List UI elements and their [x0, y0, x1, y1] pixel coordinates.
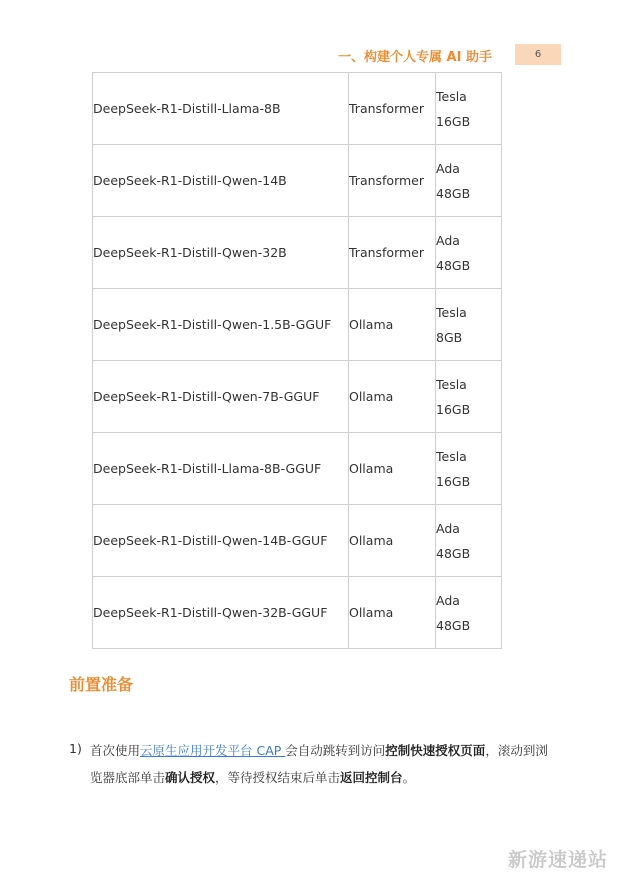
framework-cell: Ollama — [349, 577, 436, 649]
gpu-cell — [436, 577, 502, 649]
gpu-cell — [436, 217, 502, 289]
table-row — [93, 145, 502, 217]
gpu-memory: 16GB — [436, 113, 471, 129]
framework-cell: Ollama — [349, 361, 436, 433]
gpu-type: Tesla — [436, 376, 467, 392]
gpu-memory: 16GB — [436, 401, 471, 417]
step-text-3: ，滚动到浏览器底部单击 — [90, 743, 548, 785]
gpu-type: Tesla — [436, 88, 467, 104]
model-name-cell: DeepSeek-R1-Distill-Qwen-14B-GGUF — [93, 505, 349, 577]
gpu-cell — [436, 433, 502, 505]
model-name-cell: DeepSeek-R1-Distill-Qwen-32B-GGUF — [93, 577, 349, 649]
framework-cell: Transformer — [349, 145, 436, 217]
gpu-memory: 48GB — [436, 545, 471, 561]
table-row — [93, 433, 502, 505]
step-bold-2: 确认授权 — [165, 770, 216, 785]
cap-platform-link[interactable]: 云原生应用开发平台 CAP — [140, 743, 286, 758]
table-row — [93, 73, 502, 145]
table-row — [93, 289, 502, 361]
page-header-title: 一、构建个人专属 AI 助手 — [338, 50, 492, 65]
gpu-type: Ada — [436, 520, 460, 536]
gpu-cell — [436, 361, 502, 433]
gpu-memory: 48GB — [436, 617, 471, 633]
framework-cell: Transformer — [349, 73, 436, 145]
model-name-cell: DeepSeek-R1-Distill-Qwen-7B-GGUF — [93, 361, 349, 433]
model-table — [92, 72, 502, 649]
step-text-1: 首次使用 — [90, 743, 141, 758]
gpu-type: Ada — [436, 232, 460, 248]
gpu-memory: 48GB — [436, 185, 471, 201]
step-text-5: 。 — [402, 770, 416, 785]
framework-cell: Transformer — [349, 217, 436, 289]
step-paragraph — [90, 737, 560, 791]
step-bold-1: 控制快速授权页面 — [385, 743, 486, 758]
model-name-cell: DeepSeek-R1-Distill-Llama-8B — [93, 73, 349, 145]
step-bold-3: 返回控制台 — [340, 770, 403, 785]
gpu-type: Ada — [436, 592, 460, 608]
table-row — [93, 217, 502, 289]
gpu-memory: 16GB — [436, 473, 471, 489]
gpu-cell — [436, 145, 502, 217]
step-text-4: ，等待授权结束后单击 — [215, 770, 341, 785]
list-number: 1) — [69, 741, 82, 756]
gpu-type: Ada — [436, 160, 460, 176]
page-number-badge: 6 — [515, 44, 561, 65]
framework-cell: Ollama — [349, 505, 436, 577]
gpu-memory: 8GB — [436, 329, 463, 345]
model-name-cell: DeepSeek-R1-Distill-Qwen-1.5B-GGUF — [93, 289, 349, 361]
framework-cell: Ollama — [349, 289, 436, 361]
gpu-memory: 48GB — [436, 257, 471, 273]
table-row — [93, 577, 502, 649]
model-name-cell: DeepSeek-R1-Distill-Llama-8B-GGUF — [93, 433, 349, 505]
gpu-cell — [436, 289, 502, 361]
gpu-cell — [436, 73, 502, 145]
watermark: 新游速递站 — [508, 849, 609, 871]
model-name-cell: DeepSeek-R1-Distill-Qwen-32B — [93, 217, 349, 289]
table-row — [93, 505, 502, 577]
framework-cell: Ollama — [349, 433, 436, 505]
table-row — [93, 361, 502, 433]
section-heading: 前置准备 — [69, 675, 134, 694]
gpu-type: Tesla — [436, 304, 467, 320]
model-name-cell: DeepSeek-R1-Distill-Qwen-14B — [93, 145, 349, 217]
gpu-type: Tesla — [436, 448, 467, 464]
step-text-2: 会自动跳转到访问 — [285, 743, 386, 758]
gpu-cell — [436, 505, 502, 577]
